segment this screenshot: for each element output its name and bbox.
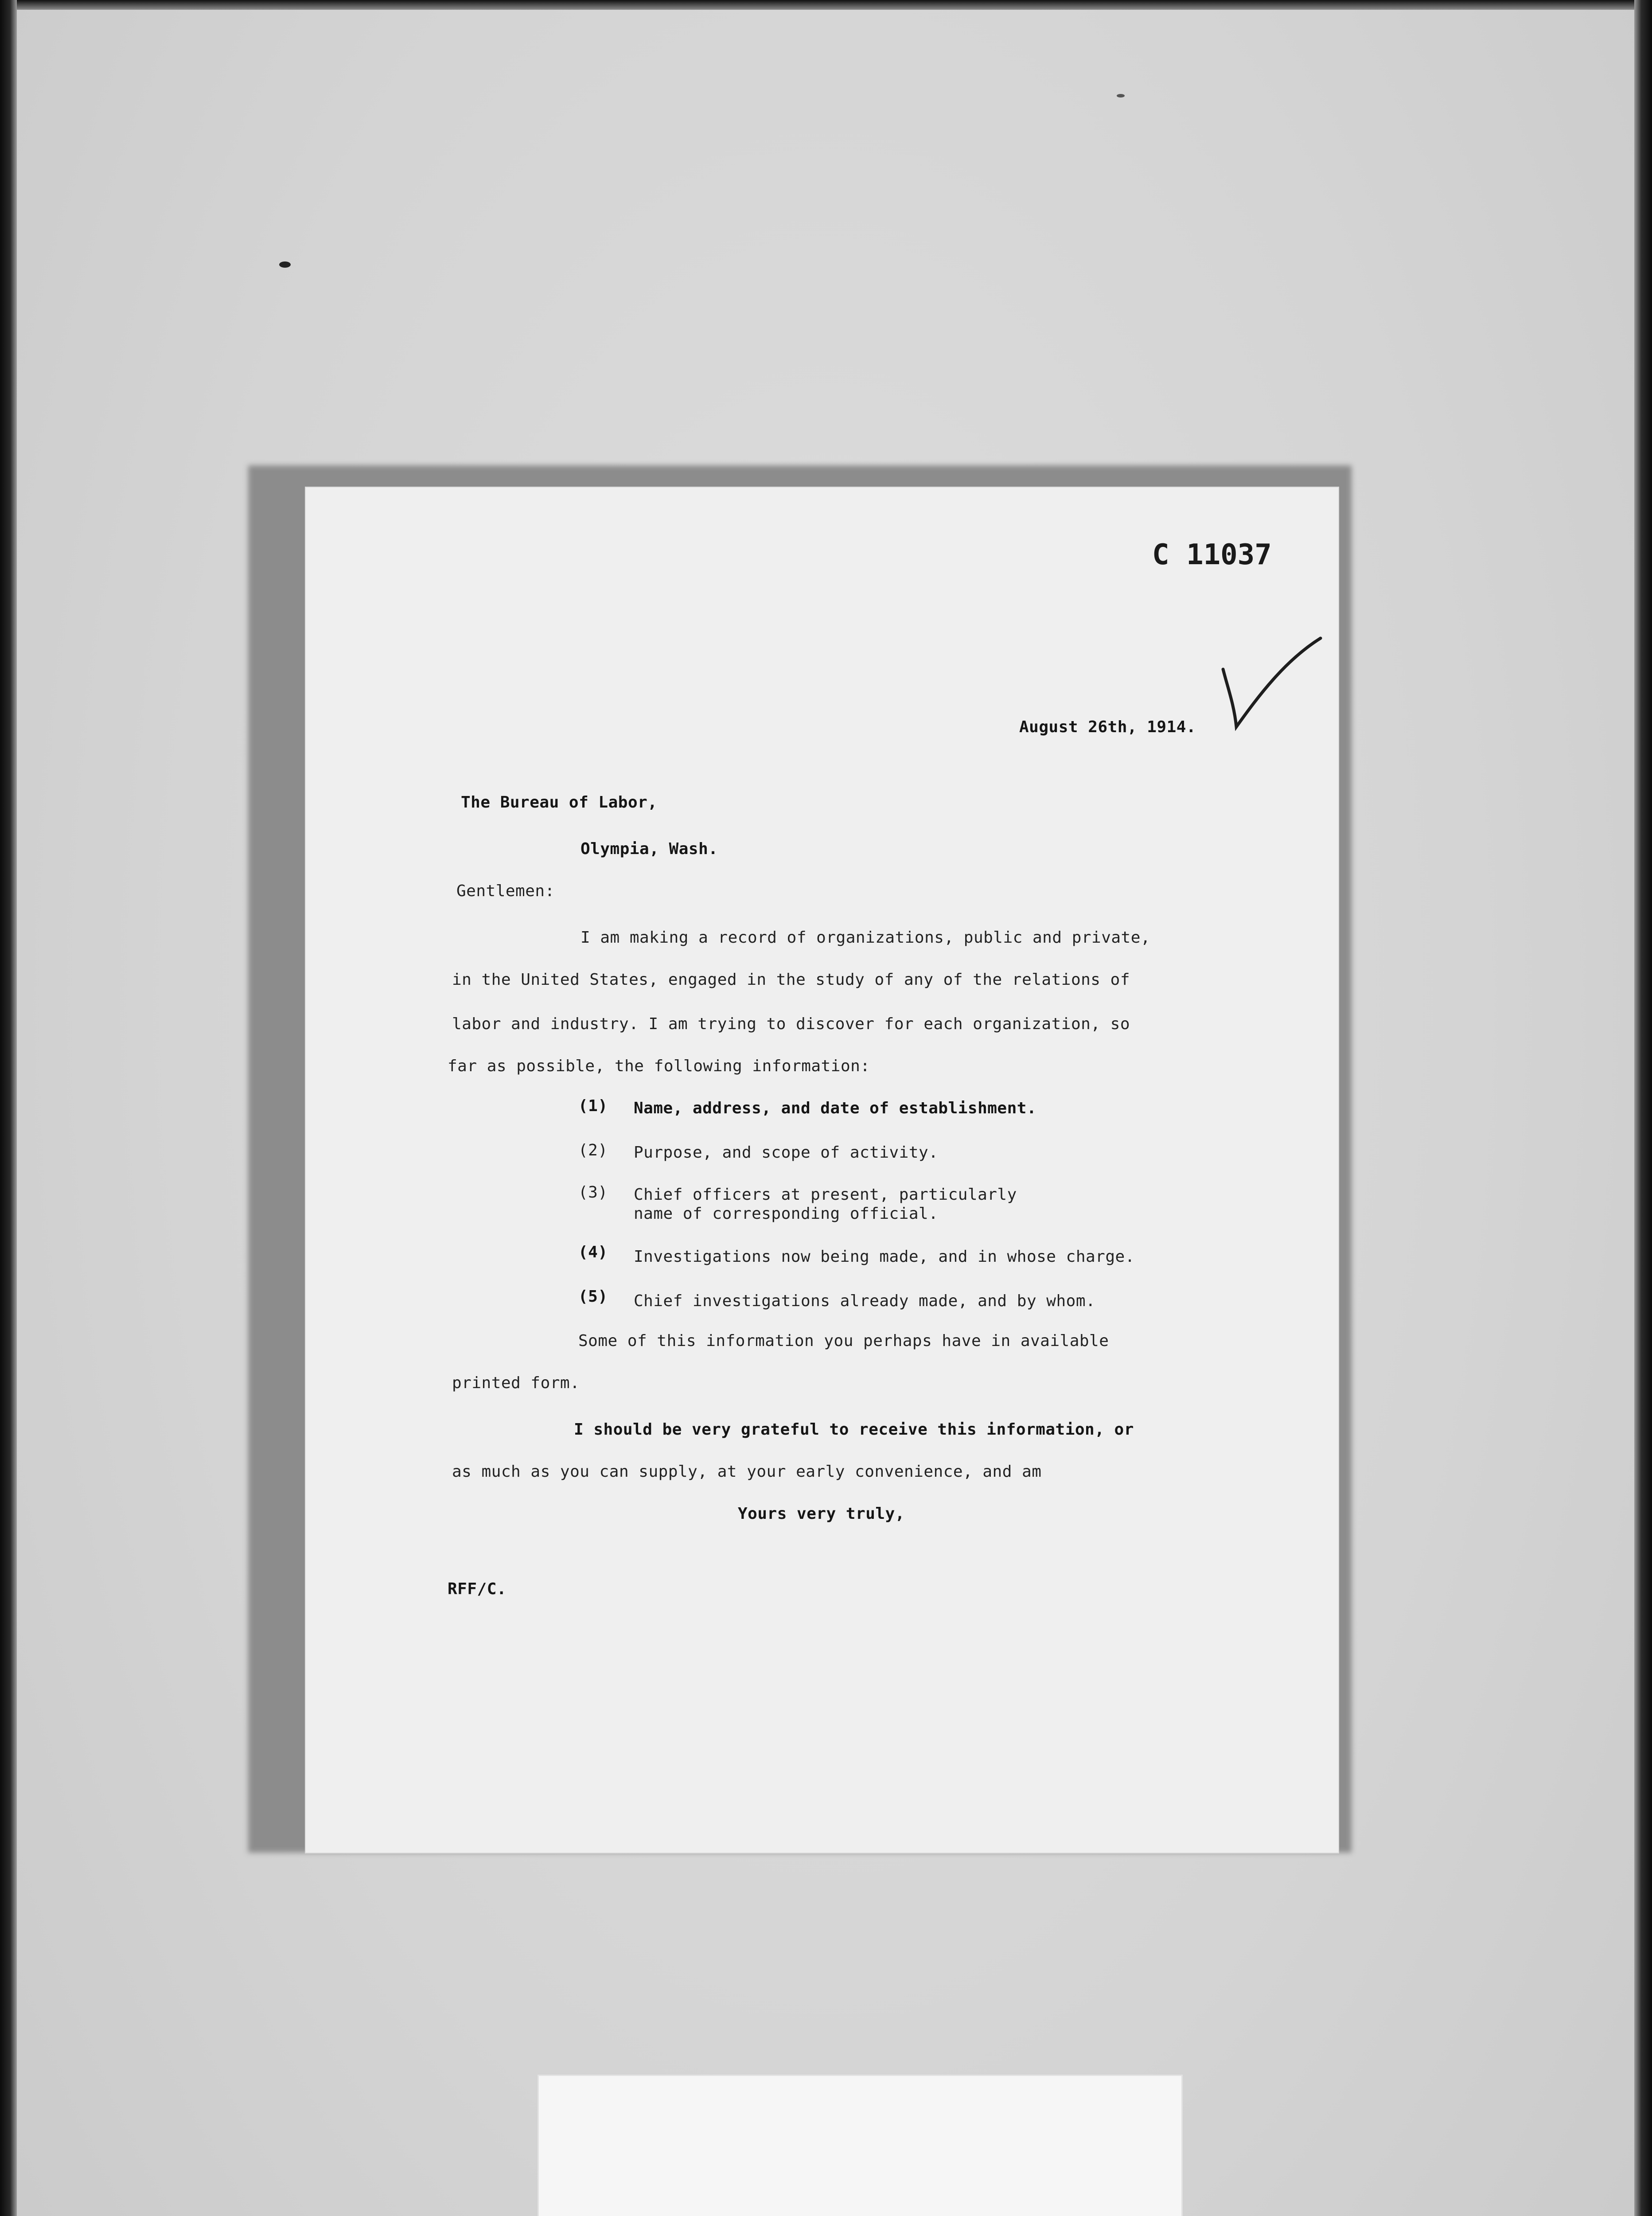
paragraph-1-line-4: far as possible, the following information: (448, 1057, 870, 1075)
typist-initials: RFF/C. (448, 1580, 507, 1598)
film-edge-left (0, 0, 17, 2216)
list-item-2-text: Purpose, and scope of activity. (634, 1143, 939, 1162)
list-item-2-number: (2) (578, 1141, 608, 1159)
list-item-5-number: (5) (578, 1287, 608, 1306)
collection-label-slip (539, 2076, 1181, 2216)
paragraph-3-line-1: I should be very grateful to receive this information, or (574, 1420, 1134, 1439)
closing: Yours very truly, (738, 1505, 905, 1523)
list-item-1-text: Name, address, and date of establishment. (634, 1099, 1037, 1117)
recipient-line-2: Olympia, Wash. (581, 840, 718, 858)
paragraph-2-line-2: printed form. (452, 1374, 580, 1392)
salutation: Gentlemen: (456, 882, 555, 900)
paragraph-1-line-3: labor and industry. I am trying to discover for each organization, so (452, 1015, 1130, 1033)
list-item-4-text: Investigations now being made, and in whose charge. (634, 1248, 1135, 1266)
handwritten-check-mark (1210, 620, 1329, 736)
list-item-3-number: (3) (578, 1183, 608, 1202)
document-number: C 11037 (1152, 538, 1272, 571)
list-item-3-text-line-2: name of corresponding official. (634, 1205, 939, 1223)
paragraph-1-line-2: in the United States, engaged in the study of any of the relations of (452, 971, 1130, 989)
letter-date: August 26th, 1914. (1019, 718, 1196, 736)
list-item-5-text: Chief investigations already made, and by whom. (634, 1292, 1096, 1310)
film-edge-right (1634, 0, 1652, 2216)
paragraph-1-line-1: I am making a record of organizations, public and private, (581, 929, 1151, 947)
paragraph-3-line-2: as much as you can supply, at your early convenience, and am (452, 1463, 1042, 1481)
film-edge-top (0, 0, 1652, 10)
film-speck (1117, 94, 1125, 98)
list-item-4-number: (4) (578, 1243, 608, 1261)
list-item-1-number: (1) (578, 1097, 608, 1115)
film-speck (279, 261, 291, 268)
list-item-3-text-line-1: Chief officers at present, particularly (634, 1186, 1017, 1204)
recipient-line-1: The Bureau of Labor, (461, 793, 658, 811)
paragraph-2-line-1: Some of this information you perhaps have in available (578, 1332, 1109, 1350)
letter-sheet (306, 488, 1338, 1853)
